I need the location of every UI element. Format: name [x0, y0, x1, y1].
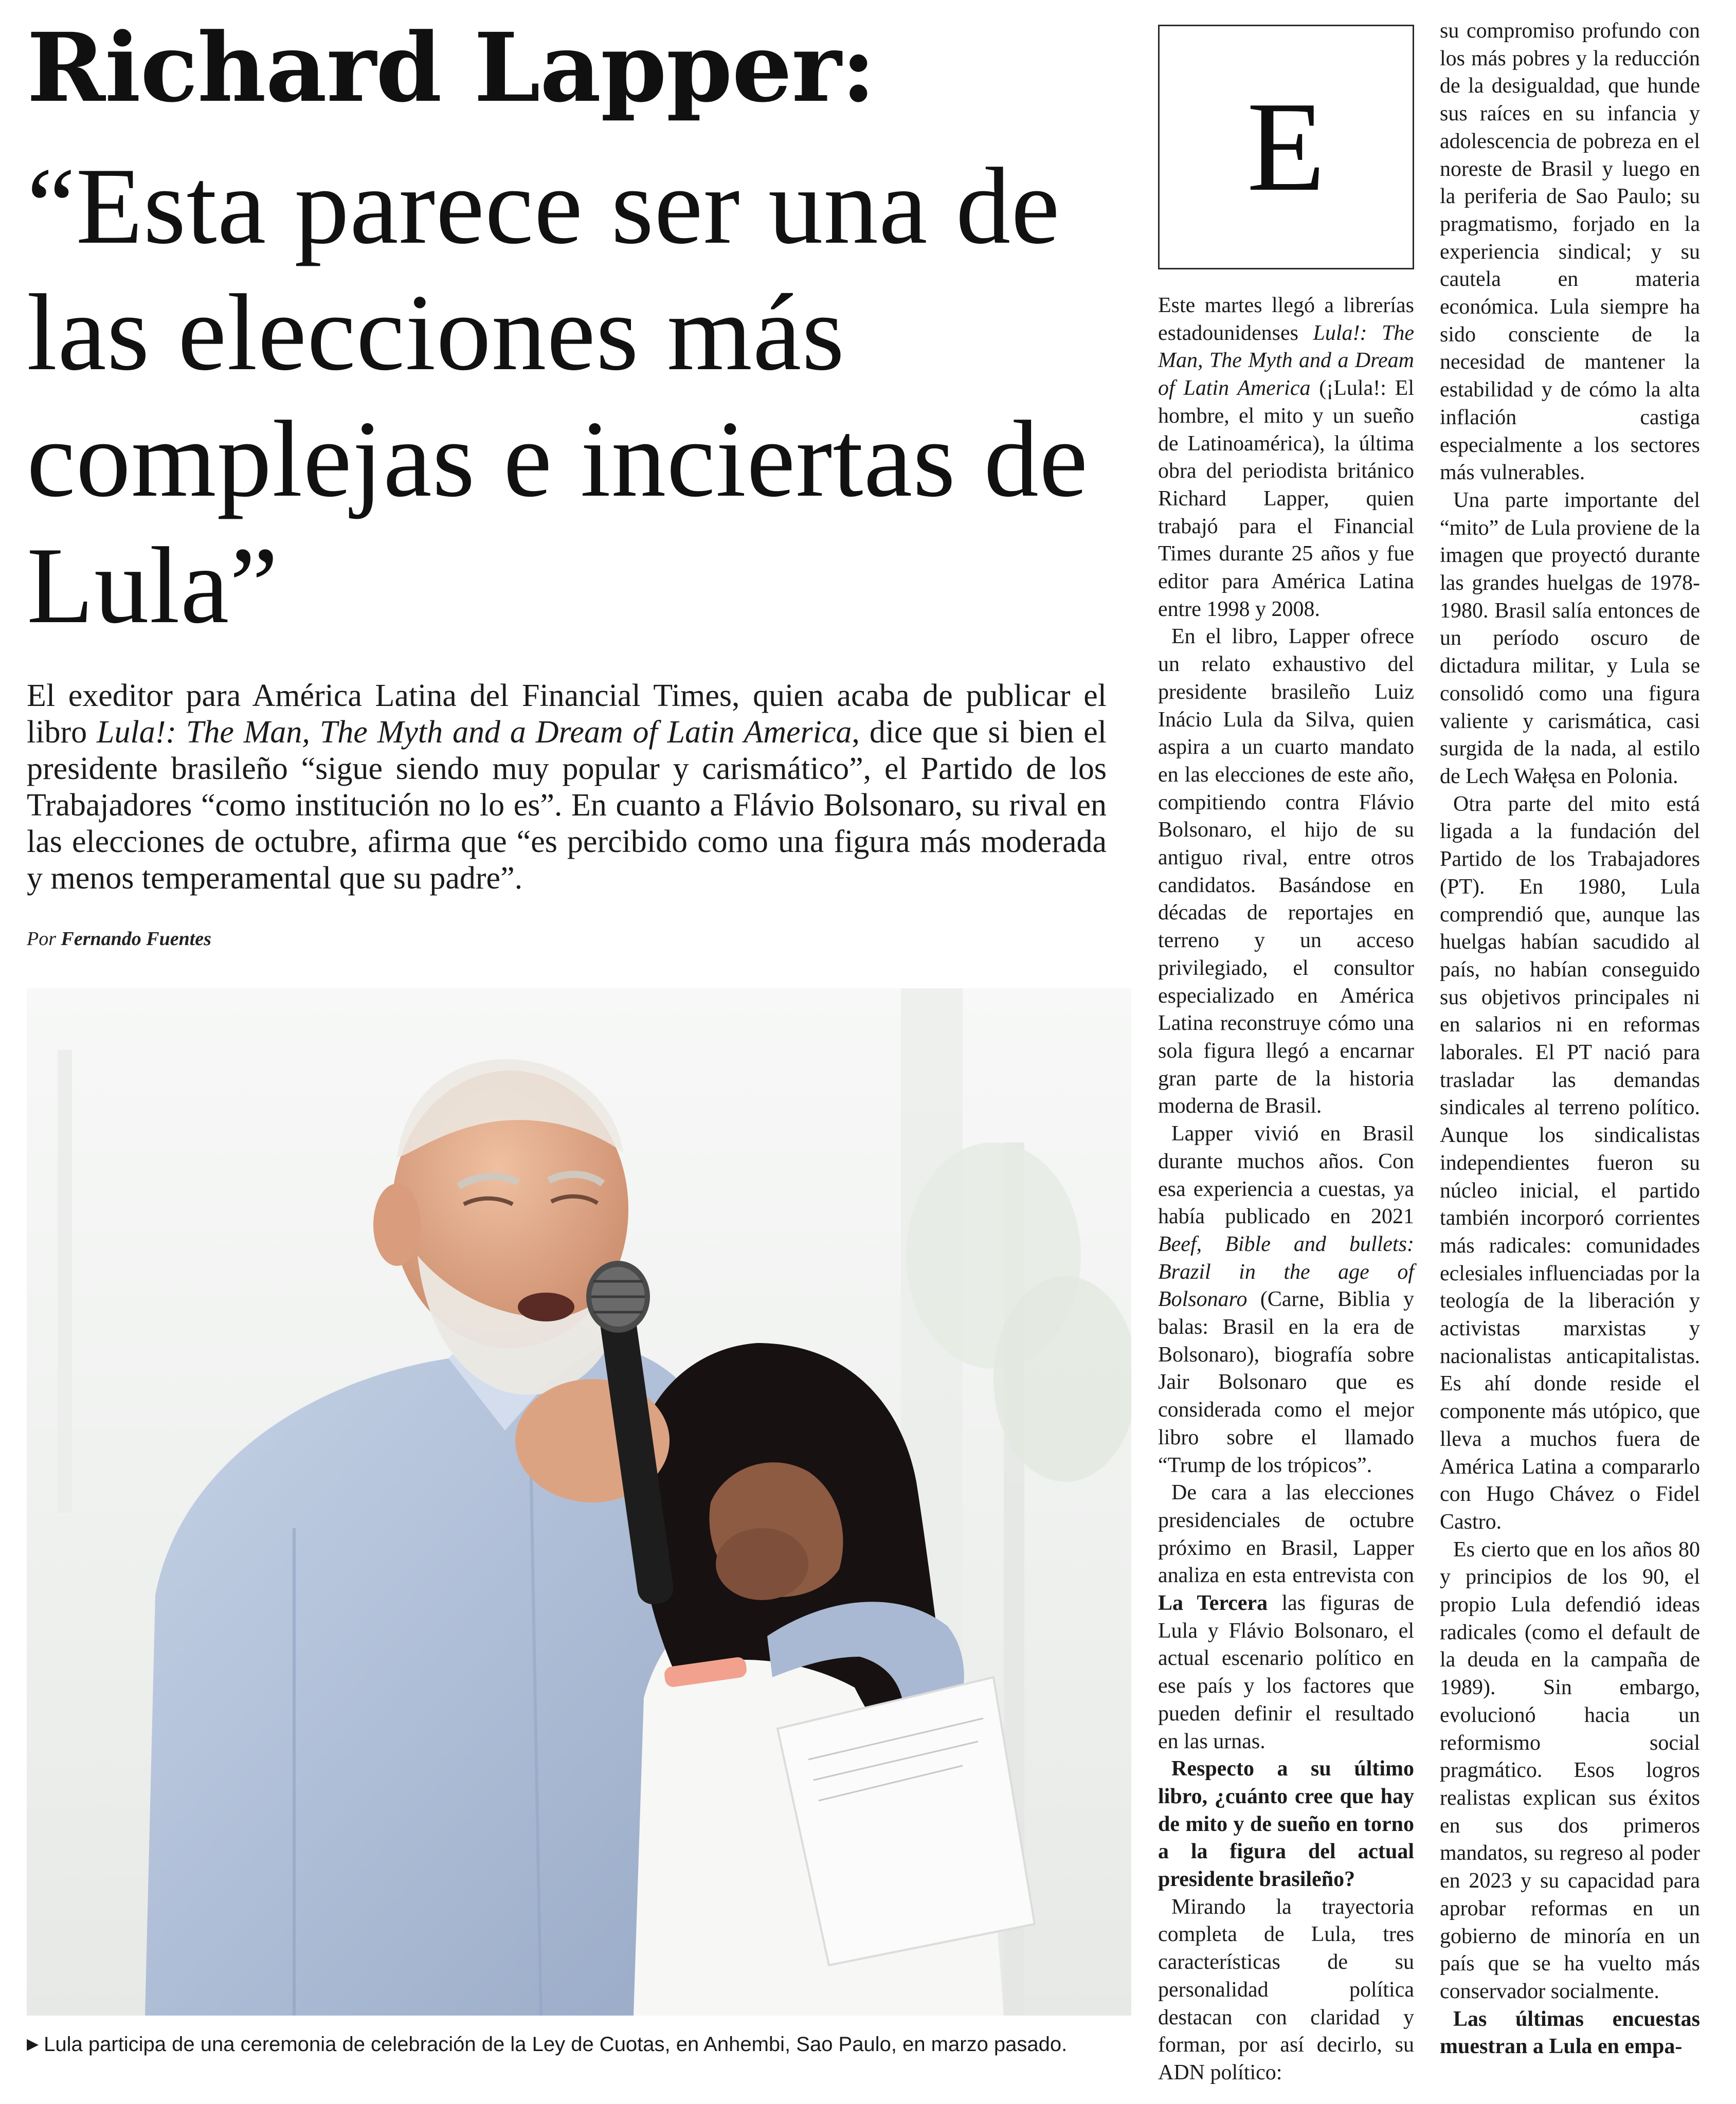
text-run: (¡Lula!: El hombre, el mito y un sueño de Latinoamérica), la última obra del periodista británico Richard Lapper, quien trabajó para el Financial Times durante 25 años y fue editor para América Latina entre 1998 y 2008.: [1158, 376, 1414, 621]
paragraph: Una parte importante del “mito” de Lula proviene de la imagen que proyectó durante las grandes huelgas de 1978-1980. Brasil salía entonces de un período oscuro de dictadura militar, y Lula se consolidó como una figura valiente y carismática, casi surgida de la nada, al estilo de Lech Wałęsa en Polonia.: [1440, 488, 1700, 788]
interview-question: Las últimas encuestas muestran a Lula en empa-: [1440, 2007, 1700, 2059]
paragraph: Es cierto que en los años 80 y principios de los 90, el propio Lula defendió ideas radicales (como el default de la deuda en la campaña de 1989). Sin embargo, evolucionó hacia un reformismo social pragmático. Esos logros realistas explican sus éxitos en sus dos primeros mandatos, su regreso al poder en 2023 y su capacidad para aprobar reformas en un gobierno de minoría en un país que se ha vuelto más conservador socialmente.: [1440, 1537, 1700, 2003]
byline-prefix: Por: [27, 928, 56, 950]
paragraph: [1158, 1479, 1414, 1755]
text-run: las figuras de Lula y Flávio Bolsonaro, el actual escenario político en ese país y los factores que pueden definir el resultado en las urnas.: [1158, 1591, 1414, 1753]
book-title: Beef, Bible and bullets: Brazil in the age of Bolsonaro: [1158, 1232, 1414, 1312]
book-title: Lula!: The Man, The Myth and a Dream of Latin America: [97, 715, 852, 750]
interview-question: Respecto a su último libro, ¿cuánto cree que hay de mito y de sueño en torno a la figura del actual presidente brasileño?: [1158, 1757, 1414, 1892]
body-column-2: [1440, 17, 1700, 2084]
interviewee-name: Richard Lapper:: [27, 12, 876, 123]
dropcap-letter: E: [1246, 76, 1326, 218]
photo-illustration: [27, 988, 1131, 2016]
paragraph: En el libro, Lapper ofrece un relato exhaustivo del presidente brasileño Luiz Inácio Lula da Silva, quien aspira a un cuarto mandato en las elecciones de este año, compitiendo contra Flávio Bolsonaro, el hijo de su antiguo rival, entre otros candidatos. Basándose en décadas de reportajes en terreno y un acceso privilegiado, el consultor especializado en América Latina reconstruye cómo una sola figura llegó a encarnar gran parte de la historia moderna de Brasil.: [1158, 625, 1414, 1118]
interview-answer: Mirando la trayectoria completa de Lula, tres características de su personalidad política destacan con claridad y forman, por así decirlo, su ADN político:: [1158, 1895, 1414, 2084]
dropcap-box: [1158, 25, 1414, 269]
deck-text: El exeditor para América Latina del Financial Times, quien acaba de publicar el libro: [27, 678, 1107, 750]
byline-author: Fernando Fuentes: [61, 928, 211, 950]
paragraph: [1158, 292, 1414, 623]
book-title: Lula!: The Man, The Myth and a Dream of Latin America: [1158, 321, 1414, 401]
byline: [27, 928, 211, 950]
lead-photo: [27, 988, 1131, 2016]
headline: “Esta parece ser una de las elecciones más complejas e inciertas de Lula”: [27, 146, 1089, 646]
text-run: Lapper vivió en Brasil durante muchos años. Con esa experiencia a cuestas, ya había publicado en 2021: [1158, 1122, 1414, 1229]
body-column-1: [1158, 292, 1414, 2084]
interview-answer-continued: su compromiso profundo con los más pobres y la reducción de la desigualdad, que hunde sus raíces en su infancia y adolescencia de pobreza en el noreste de Brasil y luego en la periferia de Sao Paulo; su pragmatismo, forjado en la experiencia sindical; y su cautela en materia económica. Lula siempre ha sido consciente de la necesidad de mantener la estabilidad y de cómo la alta inflación castiga especialmente a los sectores más vulnerables.: [1440, 19, 1700, 485]
caption-text: Lula participa de una ceremonia de celebración de la Ley de Cuotas, en Anhembi, Sao Paulo, en marzo pasado.: [44, 2033, 1068, 2056]
photo-caption: [27, 2033, 1148, 2056]
newspaper-name: La Tercera: [1158, 1591, 1268, 1616]
paragraph: [1158, 1120, 1414, 1479]
deck-text: , dice que si bien el presidente brasileño “sigue siendo muy popular y carismático”, el Partido de los Trabajadores “como institución no lo es”. En cuanto a Flávio Bolsonaro, su rival en las elecciones de octubre, afirma que “es percibido como una figura más moderada y menos temperamental que su padre”.: [27, 715, 1107, 896]
triangle-right-icon: ▶: [27, 2036, 39, 2053]
text-run: Este martes llegó a librerías estadounidenses: [1158, 294, 1414, 345]
text-run: De cara a las elecciones presidenciales de octubre próximo en Brasil, Lapper analiza en esta entrevista con: [1158, 1481, 1414, 1588]
text-run: (Carne, Biblia y balas: Brasil en la era de Bolsonaro), biografía sobre Jair Bolsonaro que es considerada como el mejor libro sobre el llamado “Trump de los trópicos”.: [1158, 1287, 1414, 1477]
paragraph: Otra parte del mito está ligada a la fundación del Partido de los Trabajadores (PT). En 1980, Lula comprendió que, aunque las huelgas habían sacudido al país, no habían conseguido sus objetivos principales ni en salarios ni en reformas laborales. El PT nació para trasladar las demandas sindicales al terreno político. Aunque los sindicalistas independientes fueron su núcleo inicial, el partido también incorporó corrientes más radicales: comunidades eclesiales influenciadas por la teología de la liberación y activistas marxistas y nacionalistas anticapitalistas. Es ahí donde reside el componente más utópico, que lleva a muchos fuera de América Latina a compararlo con Hugo Chávez o Fidel Castro.: [1440, 792, 1700, 1534]
deck-summary: [27, 678, 1107, 897]
